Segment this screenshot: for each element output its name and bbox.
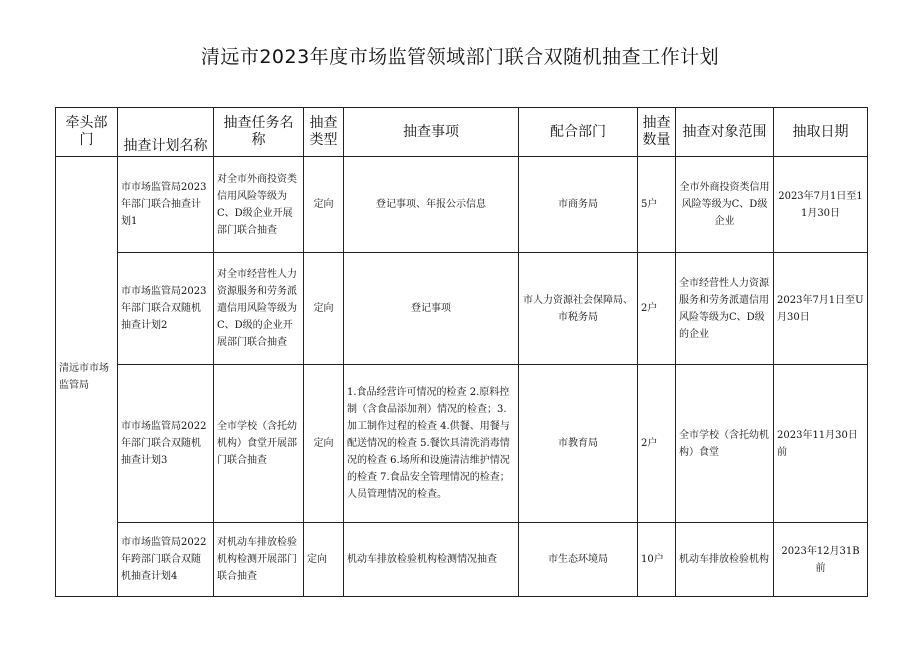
table-row xyxy=(56,157,868,253)
scope-cell: 机动车排放检验机构 xyxy=(676,523,774,597)
items-cell: 登记事项 xyxy=(344,253,519,365)
count-cell: 10户 xyxy=(638,523,676,597)
plan-name-cell: 市市场监管局2022年部门联合双随机抽查计划3 xyxy=(118,365,214,523)
table-row xyxy=(56,523,868,597)
items-cell: 机动车排放检验机构检测情况抽查 xyxy=(344,523,519,597)
plan-name-cell: 市市场监管局2022年跨部门联合双随机抽查计划4 xyxy=(118,523,214,597)
inspection-plan-table xyxy=(55,107,868,597)
type-cell: 定向 xyxy=(304,523,344,597)
plan-name-cell: 市市场监管局2023年部门联合抽查计划1 xyxy=(118,157,214,253)
table-row xyxy=(56,365,868,523)
count-cell: 5户 xyxy=(638,157,676,253)
header-type: 抽查类型 xyxy=(304,108,344,157)
header-date: 抽取日期 xyxy=(774,108,868,157)
plan-name-cell: 市市场监管局2023年部门联合双随机抽查计划2 xyxy=(118,253,214,365)
scope-cell: 全市经营性人力资源服务和劳务派遣信用风险等级为C、D级的企业 xyxy=(676,253,774,365)
header-lead-dept: 牵头部门 xyxy=(56,108,118,157)
date-cell: 2023年12月31B前 xyxy=(774,523,868,597)
scope-cell: 全市学校（含托幼机构）食堂 xyxy=(676,365,774,523)
type-cell: 定向 xyxy=(304,365,344,523)
scope-cell: 全市外商投资类信用风险等级为C、D级企业 xyxy=(676,157,774,253)
partner-cell: 市教育局 xyxy=(519,365,638,523)
header-plan-name: 抽查计划名称 xyxy=(118,108,214,157)
date-cell: 2023年7月1日至11月30日 xyxy=(774,157,868,253)
items-cell: 登记事项、年报公示信息 xyxy=(344,157,519,253)
lead-dept-cell: 清远市市场监管局 xyxy=(56,157,118,597)
partner-cell: 市商务局 xyxy=(519,157,638,253)
task-name-cell: 全市学校（含托幼机构）食堂开展部门联合抽查 xyxy=(214,365,304,523)
date-cell: 2023年11月30日前 xyxy=(774,365,868,523)
page-title: 清远市2023年度市场监管领域部门联合双随机抽查工作计划 xyxy=(200,46,720,68)
header-partner: 配合部门 xyxy=(519,108,638,157)
header-row xyxy=(56,108,868,157)
header-scope: 抽查对象范围 xyxy=(676,108,774,157)
task-name-cell: 对全市外商投资类信用风险等级为C、D级企业开展部门联合抽查 xyxy=(214,157,304,253)
count-cell: 2户 xyxy=(638,365,676,523)
items-cell: 1.食品经营许可情况的检查 2.原料控制（含食品添加剂）情况的检查；3.加工制作过程的检查 4.供餐、用餐与配送情况的检查 5.餐饮具清洗消毒情况的检查 6.场所和设施清洁维护情况的检查 7.食品安全管理情况的检查；人员管理情况的检查。 xyxy=(344,365,519,523)
table-row xyxy=(56,253,868,365)
task-name-cell: 对机动车排放检验机构检测开展部门联合抽查 xyxy=(214,523,304,597)
type-cell: 定向 xyxy=(304,157,344,253)
partner-cell: 市人力资源社会保障局、市税务局 xyxy=(519,253,638,365)
date-cell: 2023年7月1日至U月30日 xyxy=(774,253,868,365)
header-items: 抽查事项 xyxy=(344,108,519,157)
count-cell: 2户 xyxy=(638,253,676,365)
header-task-name: 抽查任务名称 xyxy=(214,108,304,157)
type-cell: 定向 xyxy=(304,253,344,365)
header-count: 抽查数量 xyxy=(638,108,676,157)
task-name-cell: 对全市经营性人力资源服务和劳务派遣信用风险等级为C、D级的企业开展部门联合抽查 xyxy=(214,253,304,365)
partner-cell: 市生态环境局 xyxy=(519,523,638,597)
